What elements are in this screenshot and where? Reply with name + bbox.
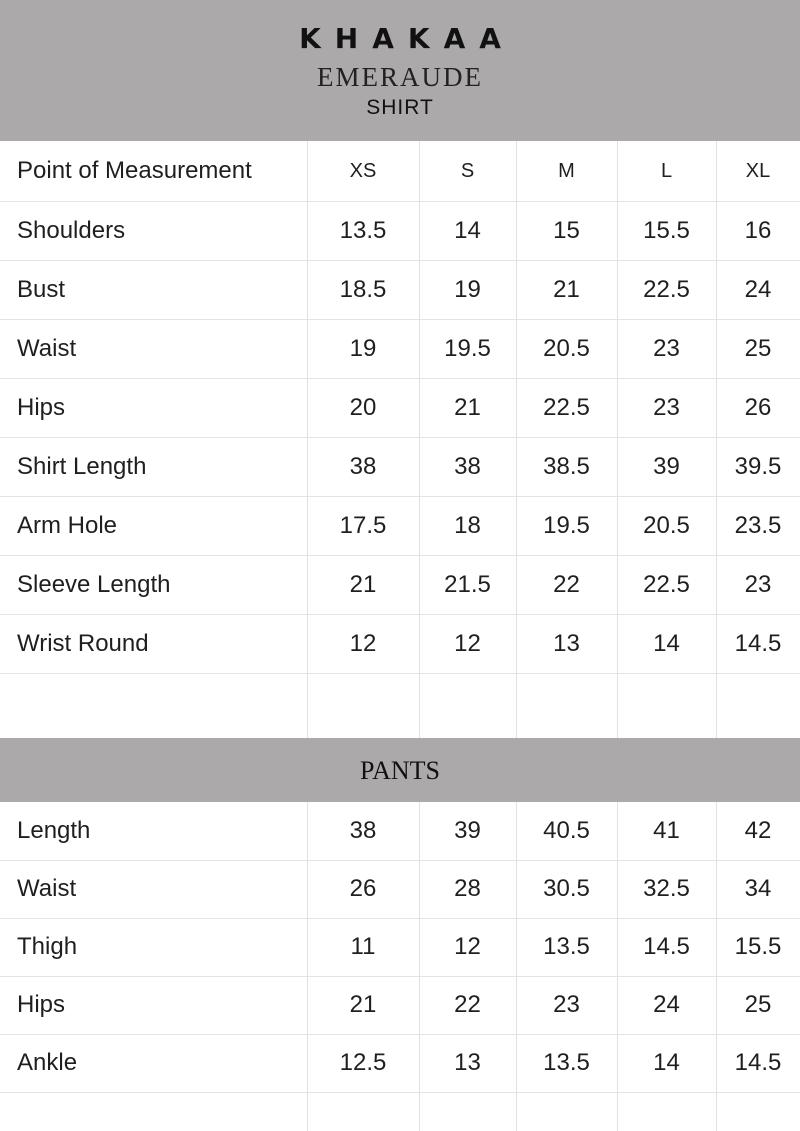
table-row (0, 555, 800, 615)
measurement-value: 25 (744, 334, 772, 362)
measurement-value: 17.5 (339, 511, 387, 539)
measurement-label: Hips (17, 393, 66, 421)
measurement-label: Wrist Round (17, 629, 149, 657)
measurement-value: 13.5 (543, 933, 590, 960)
measurement-value: 13.5 (543, 1049, 590, 1076)
measurement-value: 22.5 (643, 275, 690, 303)
measurement-label: Length (17, 817, 91, 844)
table-row (0, 860, 800, 919)
column-divider (419, 802, 420, 1131)
collection-title: EMERAUDE (317, 62, 483, 92)
table-row (0, 976, 800, 1035)
measurement-value: 14 (454, 216, 481, 244)
measurement-value: 15.5 (643, 216, 690, 244)
measurement-label: Waist (17, 875, 77, 902)
size-column-header: M (558, 159, 575, 182)
table-row (0, 918, 800, 977)
measurement-value: 23 (653, 393, 680, 421)
measurement-value: 13 (454, 1049, 481, 1076)
measurement-value: 21 (553, 275, 580, 303)
measurement-value: 23 (653, 334, 680, 362)
measurement-value: 21 (349, 991, 377, 1018)
column-divider (716, 802, 717, 1131)
measurement-value: 38 (349, 452, 377, 480)
measurement-value: 25 (744, 991, 772, 1018)
pants-band (0, 738, 800, 802)
table-row (0, 496, 800, 556)
measurement-value: 15 (553, 216, 580, 244)
measurement-label: Shirt Length (17, 452, 147, 480)
table-row (0, 1034, 800, 1093)
measurement-value: 38 (349, 817, 377, 844)
measurement-value: 20.5 (543, 334, 590, 362)
measurement-value: 22 (553, 570, 580, 598)
table-row (0, 437, 800, 497)
measurement-label: Bust (17, 275, 66, 303)
size-column-header: XS (349, 159, 377, 182)
measurement-value: 16 (744, 216, 772, 244)
measurement-value: 13.5 (339, 216, 387, 244)
size-column-header: S (460, 159, 475, 182)
table-row (0, 378, 800, 438)
empty-row (0, 673, 800, 739)
table-row (0, 614, 800, 674)
column-divider (307, 802, 308, 1131)
measurement-value: 39.5 (734, 452, 782, 480)
brand-logo: KHAKAA (299, 22, 515, 55)
measurement-value: 34 (744, 875, 772, 902)
column-divider (419, 141, 420, 738)
measurement-value: 23 (744, 570, 772, 598)
measurement-value: 14.5 (734, 629, 782, 657)
measurement-value: 21 (454, 393, 481, 421)
measurement-value: 18 (454, 511, 481, 539)
measurement-value: 24 (744, 275, 772, 303)
measurement-value: 14.5 (734, 1049, 782, 1076)
measurement-value: 19.5 (543, 511, 590, 539)
measurement-label: Thigh (17, 933, 78, 960)
measurement-value: 19 (454, 275, 481, 303)
measurement-value: 12 (454, 629, 481, 657)
measurement-value: 11 (350, 933, 376, 960)
size-header-row (0, 141, 800, 202)
measurement-value: 23 (553, 991, 580, 1018)
measurement-value: 42 (744, 817, 772, 844)
measurement-value: 12 (454, 933, 481, 960)
measurement-value: 28 (454, 875, 481, 902)
measurement-value: 40.5 (543, 817, 590, 844)
measurement-value: 38.5 (543, 452, 590, 480)
measurement-value: 39 (653, 452, 680, 480)
measurement-label: Shoulders (17, 216, 126, 244)
column-divider (516, 141, 517, 738)
measurement-value: 26 (744, 393, 772, 421)
table-row (0, 201, 800, 261)
section-title-shirt: SHIRT (366, 96, 434, 119)
measurement-value: 14.5 (643, 933, 690, 960)
section-title-pants: PANTS (360, 756, 440, 785)
measurement-value: 15.5 (734, 933, 782, 960)
measurement-value: 18.5 (339, 275, 387, 303)
measurement-value: 38 (454, 452, 481, 480)
pants-size-table (0, 802, 800, 1131)
table-row (0, 319, 800, 379)
measurement-value: 26 (349, 875, 377, 902)
measurement-value: 21.5 (444, 570, 491, 598)
measurement-label: Hips (17, 991, 66, 1018)
measurement-value: 21 (349, 570, 377, 598)
measurement-label: Ankle (17, 1049, 78, 1076)
measurement-value: 22 (454, 991, 481, 1018)
measurement-label: Waist (17, 334, 77, 362)
column-divider (617, 141, 618, 738)
measurement-value: 32.5 (643, 875, 690, 902)
size-column-header: XL (745, 159, 771, 182)
shirt-size-table (0, 141, 800, 738)
column-divider (716, 141, 717, 738)
measurement-value: 23.5 (734, 511, 782, 539)
measurement-value: 13 (553, 629, 580, 657)
measurement-value: 14 (653, 1049, 680, 1076)
measurement-value: 22.5 (543, 393, 590, 421)
measurement-value: 24 (653, 991, 680, 1018)
measurement-label: Sleeve Length (17, 570, 171, 598)
column-divider (617, 802, 618, 1131)
table-row (0, 260, 800, 320)
column-divider (516, 802, 517, 1131)
measurement-value: 20.5 (643, 511, 690, 539)
measurement-value: 22.5 (643, 570, 690, 598)
measurement-value: 20 (349, 393, 377, 421)
measurement-value: 39 (454, 817, 481, 844)
measurement-value: 12 (349, 629, 377, 657)
measurement-value: 19.5 (444, 334, 491, 362)
measurement-value: 19 (349, 334, 377, 362)
header-band (0, 0, 800, 141)
measurement-value: 41 (653, 817, 680, 844)
measurement-label: Arm Hole (17, 511, 118, 539)
measurement-value: 12.5 (339, 1049, 387, 1076)
measurement-value: 30.5 (543, 875, 590, 902)
measurement-column-header: Point of Measurement (17, 157, 252, 184)
size-column-header: L (660, 159, 673, 182)
measurement-value: 14 (653, 629, 680, 657)
column-divider (307, 141, 308, 738)
table-row (0, 802, 800, 861)
